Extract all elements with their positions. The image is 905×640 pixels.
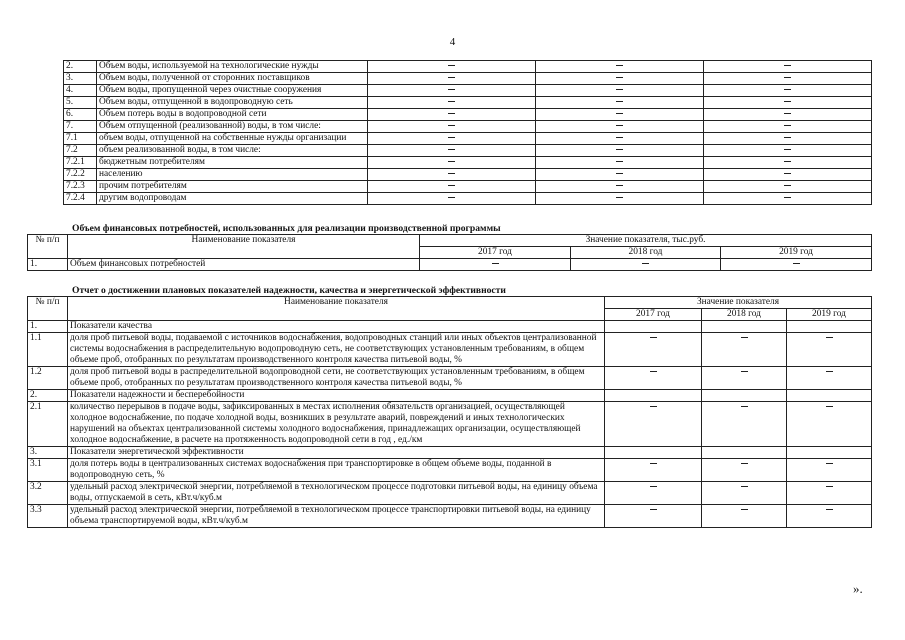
- empty-value-cell: [605, 505, 702, 528]
- empty-value-cell: [702, 367, 787, 390]
- empty-value-cell: [704, 193, 872, 205]
- table-row: [28, 505, 872, 528]
- empty-cell: [702, 390, 787, 402]
- row-number: 1.: [28, 259, 68, 271]
- table-row: [64, 193, 872, 205]
- dash-mark: [448, 149, 455, 150]
- empty-value-cell: [787, 505, 872, 528]
- row-number: 7.2.2: [64, 169, 97, 181]
- row-number: 7.1: [64, 133, 97, 145]
- empty-value-cell: [368, 109, 536, 121]
- header-name: Наименование показателя: [68, 297, 605, 321]
- empty-value-cell: [605, 333, 702, 367]
- row-name: другим водопроводам: [97, 193, 368, 205]
- empty-value-cell: [787, 482, 872, 505]
- dash-mark: [448, 101, 455, 102]
- dash-mark: [616, 197, 623, 198]
- empty-value-cell: [704, 133, 872, 145]
- dash-mark: [448, 197, 455, 198]
- row-number: 3.2: [28, 482, 68, 505]
- row-number: 7.: [64, 121, 97, 133]
- dash-mark: [642, 263, 649, 264]
- empty-cell: [787, 321, 872, 333]
- empty-cell: [605, 390, 702, 402]
- dash-mark: [448, 125, 455, 126]
- table-row: [28, 321, 872, 333]
- dash-mark: [616, 173, 623, 174]
- empty-value-cell: [787, 367, 872, 390]
- row-name: населению: [97, 169, 368, 181]
- table-row: [64, 73, 872, 85]
- dash-mark: [784, 161, 791, 162]
- row-number: 3.: [64, 73, 97, 85]
- row-name: удельный расход электрической энергии, потребляемой в технологическом процессе подготовки питьевой воды, на единицу объема воды, отпускаемой в сеть, кВт.ч/куб.м: [68, 482, 605, 505]
- dash-mark: [650, 509, 657, 510]
- dash-mark: [784, 89, 791, 90]
- empty-value-cell: [536, 133, 704, 145]
- row-name: доля потерь воды в централизованных системах водоснабжения при транспортировке в общем объеме воды, поданной в водопроводную сеть, %: [68, 459, 605, 482]
- empty-value-cell: [536, 121, 704, 133]
- header-num: № п/п: [28, 297, 68, 321]
- table-row: [28, 333, 872, 367]
- empty-value-cell: [368, 133, 536, 145]
- empty-value-cell: [704, 73, 872, 85]
- header-year: 2019 год: [787, 309, 872, 321]
- header-value: Значение показателя: [605, 297, 872, 309]
- dash-mark: [448, 173, 455, 174]
- dash-mark: [616, 77, 623, 78]
- empty-value-cell: [368, 181, 536, 193]
- empty-value-cell: [536, 85, 704, 97]
- row-name: объем реализованной воды, в том числе:: [97, 145, 368, 157]
- dash-mark: [616, 101, 623, 102]
- row-name: Объем финансовых потребностей: [68, 259, 420, 271]
- empty-value-cell: [368, 145, 536, 157]
- row-name: Объем воды, отпущенной в водопроводную сеть: [97, 97, 368, 109]
- dash-mark: [616, 125, 623, 126]
- dash-mark: [616, 161, 623, 162]
- row-number: 7.2.1: [64, 157, 97, 169]
- dash-mark: [448, 77, 455, 78]
- dash-mark: [650, 337, 657, 338]
- dash-mark: [784, 65, 791, 66]
- dash-mark: [826, 406, 833, 407]
- dash-mark: [826, 337, 833, 338]
- empty-value-cell: [605, 459, 702, 482]
- row-number: 6.: [64, 109, 97, 121]
- empty-cell: [702, 321, 787, 333]
- closing-quote-mark: ».: [853, 581, 863, 596]
- performance-report-table: [27, 296, 872, 528]
- table-row: [64, 109, 872, 121]
- table-row: [64, 157, 872, 169]
- empty-value-cell: [536, 193, 704, 205]
- dash-mark: [650, 406, 657, 407]
- performance-report-caption: Отчет о достижении плановых показателей надежности, качества и энергетической эффективности: [72, 285, 506, 296]
- empty-value-cell: [536, 169, 704, 181]
- dash-mark: [448, 113, 455, 114]
- row-name: бюджетным потребителям: [97, 157, 368, 169]
- table-row: [28, 367, 872, 390]
- table-row: [64, 61, 872, 73]
- dash-mark: [741, 406, 748, 407]
- empty-value-cell: [787, 459, 872, 482]
- dash-mark: [741, 486, 748, 487]
- empty-value-cell: [702, 333, 787, 367]
- table-row: [28, 390, 872, 402]
- dash-mark: [448, 65, 455, 66]
- empty-value-cell: [702, 505, 787, 528]
- empty-value-cell: [605, 482, 702, 505]
- empty-value-cell: [368, 157, 536, 169]
- empty-value-cell: [368, 169, 536, 181]
- empty-value-cell: [704, 97, 872, 109]
- empty-value-cell: [702, 459, 787, 482]
- table-row: [64, 145, 872, 157]
- dash-mark: [826, 371, 833, 372]
- empty-value-cell: [536, 181, 704, 193]
- table-row: [64, 181, 872, 193]
- empty-value-cell: [704, 145, 872, 157]
- dash-mark: [448, 137, 455, 138]
- row-name: прочим потребителям: [97, 181, 368, 193]
- dash-mark: [826, 509, 833, 510]
- empty-value-cell: [787, 333, 872, 367]
- dash-mark: [616, 185, 623, 186]
- dash-mark: [784, 149, 791, 150]
- empty-cell: [605, 447, 702, 459]
- header-year: 2018 год: [571, 247, 721, 259]
- table-row: [64, 121, 872, 133]
- dash-mark: [492, 263, 499, 264]
- dash-mark: [784, 125, 791, 126]
- row-number: 1.2: [28, 367, 68, 390]
- row-name: удельный расход электрической энергии, потребляемой в технологическом процессе транспортировки питьевой воды, на единицу объема транспортируемой воды, кВт.ч/куб.м: [68, 505, 605, 528]
- empty-value-cell: [368, 85, 536, 97]
- header-year: 2017 год: [605, 309, 702, 321]
- row-name: Объем отпущенной (реализованной) воды, в том числе:: [97, 121, 368, 133]
- row-number: 3.3: [28, 505, 68, 528]
- row-number: 7.2: [64, 145, 97, 157]
- empty-cell: [787, 390, 872, 402]
- empty-value-cell: [536, 145, 704, 157]
- dash-mark: [784, 77, 791, 78]
- row-number: 7.2.3: [64, 181, 97, 193]
- row-number: 2.: [64, 61, 97, 73]
- dash-mark: [784, 113, 791, 114]
- empty-cell: [702, 447, 787, 459]
- header-num: № п/п: [28, 235, 68, 259]
- empty-value-cell: [704, 157, 872, 169]
- header-value: Значение показателя, тыс.руб.: [420, 235, 872, 247]
- empty-value-cell: [605, 402, 702, 447]
- dash-mark: [784, 101, 791, 102]
- table-row: [64, 169, 872, 181]
- header-year: 2017 год: [420, 247, 571, 259]
- empty-value-cell: [704, 61, 872, 73]
- row-number: 1.1: [28, 333, 68, 367]
- empty-value-cell: [704, 85, 872, 97]
- row-number: 3.: [28, 447, 68, 459]
- table-row: [64, 97, 872, 109]
- financial-needs-table: [27, 234, 872, 271]
- empty-value-cell: [536, 97, 704, 109]
- row-name: объем воды, отпущенной на собственные нужды организации: [97, 133, 368, 145]
- row-number: 4.: [64, 85, 97, 97]
- empty-value-cell: [368, 97, 536, 109]
- empty-value-cell: [536, 73, 704, 85]
- empty-value-cell: [368, 61, 536, 73]
- empty-value-cell: [721, 259, 872, 271]
- dash-mark: [826, 463, 833, 464]
- empty-value-cell: [536, 157, 704, 169]
- empty-value-cell: [787, 402, 872, 447]
- empty-value-cell: [704, 181, 872, 193]
- row-number: 1.: [28, 321, 68, 333]
- empty-value-cell: [420, 259, 571, 271]
- row-number: 5.: [64, 97, 97, 109]
- dash-mark: [616, 65, 623, 66]
- dash-mark: [784, 197, 791, 198]
- dash-mark: [741, 337, 748, 338]
- empty-value-cell: [702, 482, 787, 505]
- dash-mark: [650, 486, 657, 487]
- empty-value-cell: [704, 169, 872, 181]
- dash-mark: [741, 371, 748, 372]
- row-number: 7.2.4: [64, 193, 97, 205]
- table-row: [28, 447, 872, 459]
- empty-cell: [787, 447, 872, 459]
- dash-mark: [448, 161, 455, 162]
- empty-value-cell: [536, 61, 704, 73]
- empty-value-cell: [704, 121, 872, 133]
- table-row: [64, 133, 872, 145]
- table-row: [28, 259, 872, 271]
- table-row: [28, 482, 872, 505]
- header-year: 2019 год: [721, 247, 872, 259]
- dash-mark: [616, 137, 623, 138]
- row-number: 3.1: [28, 459, 68, 482]
- dash-mark: [650, 371, 657, 372]
- row-name: доля проб питьевой воды в распределительной водопроводной сети, не соответствующих установленным требованиям, в общем объеме проб, отобранных по результатам производственного контроля качества питьевой воды, %: [68, 367, 605, 390]
- row-name: Объем воды, полученной от сторонних поставщиков: [97, 73, 368, 85]
- dash-mark: [616, 89, 623, 90]
- row-number: 2.1: [28, 402, 68, 447]
- dash-mark: [826, 486, 833, 487]
- dash-mark: [448, 89, 455, 90]
- empty-value-cell: [368, 73, 536, 85]
- row-name: количество перерывов в подаче воды, зафиксированных в местах исполнения обязательств организацией, осуществляющей холодное водоснабжение, по подаче холодной воды, возникших в результате аварий, повреждений и иных технологических нарушений на объектах централизованной системы холодного водоснабжения, принадлежащих организации, осуществляющей холодное водоснабжение, в расчете на протяженность водопроводной сети в год , ед./км: [68, 402, 605, 447]
- empty-cell: [605, 321, 702, 333]
- dash-mark: [616, 149, 623, 150]
- dash-mark: [650, 463, 657, 464]
- empty-value-cell: [605, 367, 702, 390]
- page-number: 4: [449, 36, 456, 48]
- dash-mark: [448, 185, 455, 186]
- empty-value-cell: [571, 259, 721, 271]
- header-name: Наименование показателя: [68, 235, 420, 259]
- table-row: [28, 402, 872, 447]
- header-year: 2018 год: [702, 309, 787, 321]
- empty-value-cell: [536, 109, 704, 121]
- row-name: Объем потерь воды в водопроводной сети: [97, 109, 368, 121]
- row-name: Объем воды, используемой на технологические нужды: [97, 61, 368, 73]
- row-name: Показатели качества: [68, 321, 605, 333]
- empty-value-cell: [704, 109, 872, 121]
- empty-value-cell: [368, 121, 536, 133]
- dash-mark: [741, 463, 748, 464]
- empty-value-cell: [702, 402, 787, 447]
- water-volume-table: [63, 60, 872, 205]
- row-name: Показатели энергетической эффективности: [68, 447, 605, 459]
- row-name: доля проб питьевой воды, подаваемой с источников водоснабжения, водопроводных станций или иных объектов централизованной системы водоснабжения в распределительную водопроводную сеть, не соответствующих установленным требованиям, в общем объеме проб, отобранных по результатам производственного контроля качества питьевой воды, %: [68, 333, 605, 367]
- row-name: Показатели надежности и бесперебойности: [68, 390, 605, 402]
- dash-mark: [793, 263, 800, 264]
- financial-needs-caption: Объем финансовых потребностей, использованных для реализации производственной программы: [72, 223, 501, 234]
- row-name: Объем воды, пропущенной через очистные сооружения: [97, 85, 368, 97]
- dash-mark: [784, 173, 791, 174]
- table-row: [64, 85, 872, 97]
- empty-value-cell: [368, 193, 536, 205]
- dash-mark: [616, 113, 623, 114]
- dash-mark: [741, 509, 748, 510]
- dash-mark: [784, 137, 791, 138]
- table-row: [28, 459, 872, 482]
- row-number: 2.: [28, 390, 68, 402]
- dash-mark: [784, 185, 791, 186]
